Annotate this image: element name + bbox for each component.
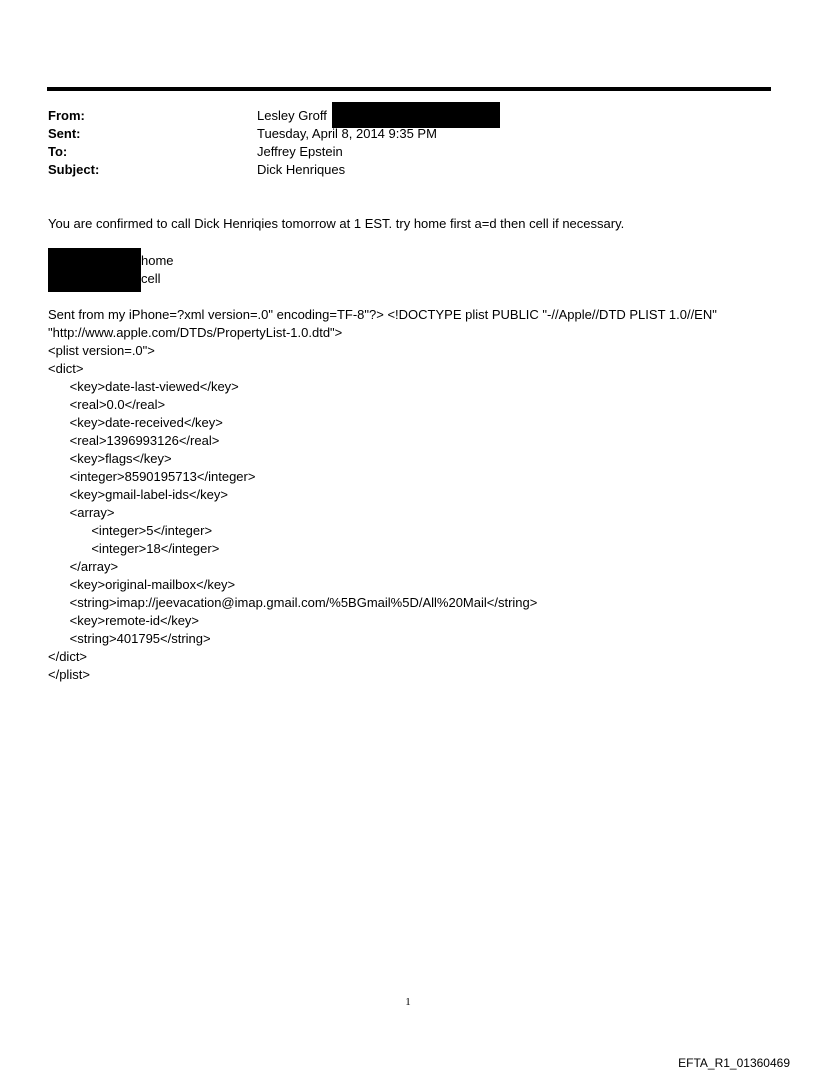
from-row <box>48 107 748 125</box>
page-number: 1 <box>405 996 411 1008</box>
subject-row <box>48 161 748 179</box>
contact-cell-label: cell <box>141 271 161 286</box>
contact-home-label: home <box>141 253 174 268</box>
subject-value: Dick Henriques <box>257 162 346 177</box>
subject-label: Subject: <box>48 162 100 177</box>
from-label: From: <box>48 108 85 123</box>
message-text: You are confirmed to call Dick Henriqies tomorrow at 1 EST. try home first a=d then cell if necessary. <box>48 216 625 231</box>
plist-xml-text: Sent from my iPhone=?xml version=.0" encoding=TF-8"?> <!DOCTYPE plist PUBLIC "-//Apple//DTD PLIST 1.0//EN" "http://www.apple.com/DTDs/PropertyList-1.0.dtd"> <plist version=.0"> <dict> <key>date-last-viewed</key> <real>0.0</real> <key>date-received</key> <real>1396993126</real> <key>flags</key> <integer>8590195713</integer> <key>gmail-label-ids</key> <array> <integer>5</integer> <integer>18</integer> </array> <key>original-mailbox</key> <string>imap://jeevacation@imap.gmail.com/%5BGmail%5D/All%20Mail</string> <key>remote-id</key> <string>401795</string> </dict> </plist> <box>48 307 717 682</box>
header-rule <box>47 87 771 91</box>
to-label: To: <box>48 144 68 159</box>
sent-value: Tuesday, April 8, 2014 9:35 PM <box>257 126 437 141</box>
sent-row <box>48 125 748 143</box>
to-value: Jeffrey Epstein <box>257 144 343 159</box>
document-id: EFTA_R1_01360469 <box>678 1056 790 1070</box>
email-header <box>48 107 748 179</box>
sent-label: Sent: <box>48 126 81 141</box>
from-value: Lesley Groff <box>257 108 327 123</box>
redaction-box <box>48 248 141 292</box>
to-row <box>48 143 748 161</box>
